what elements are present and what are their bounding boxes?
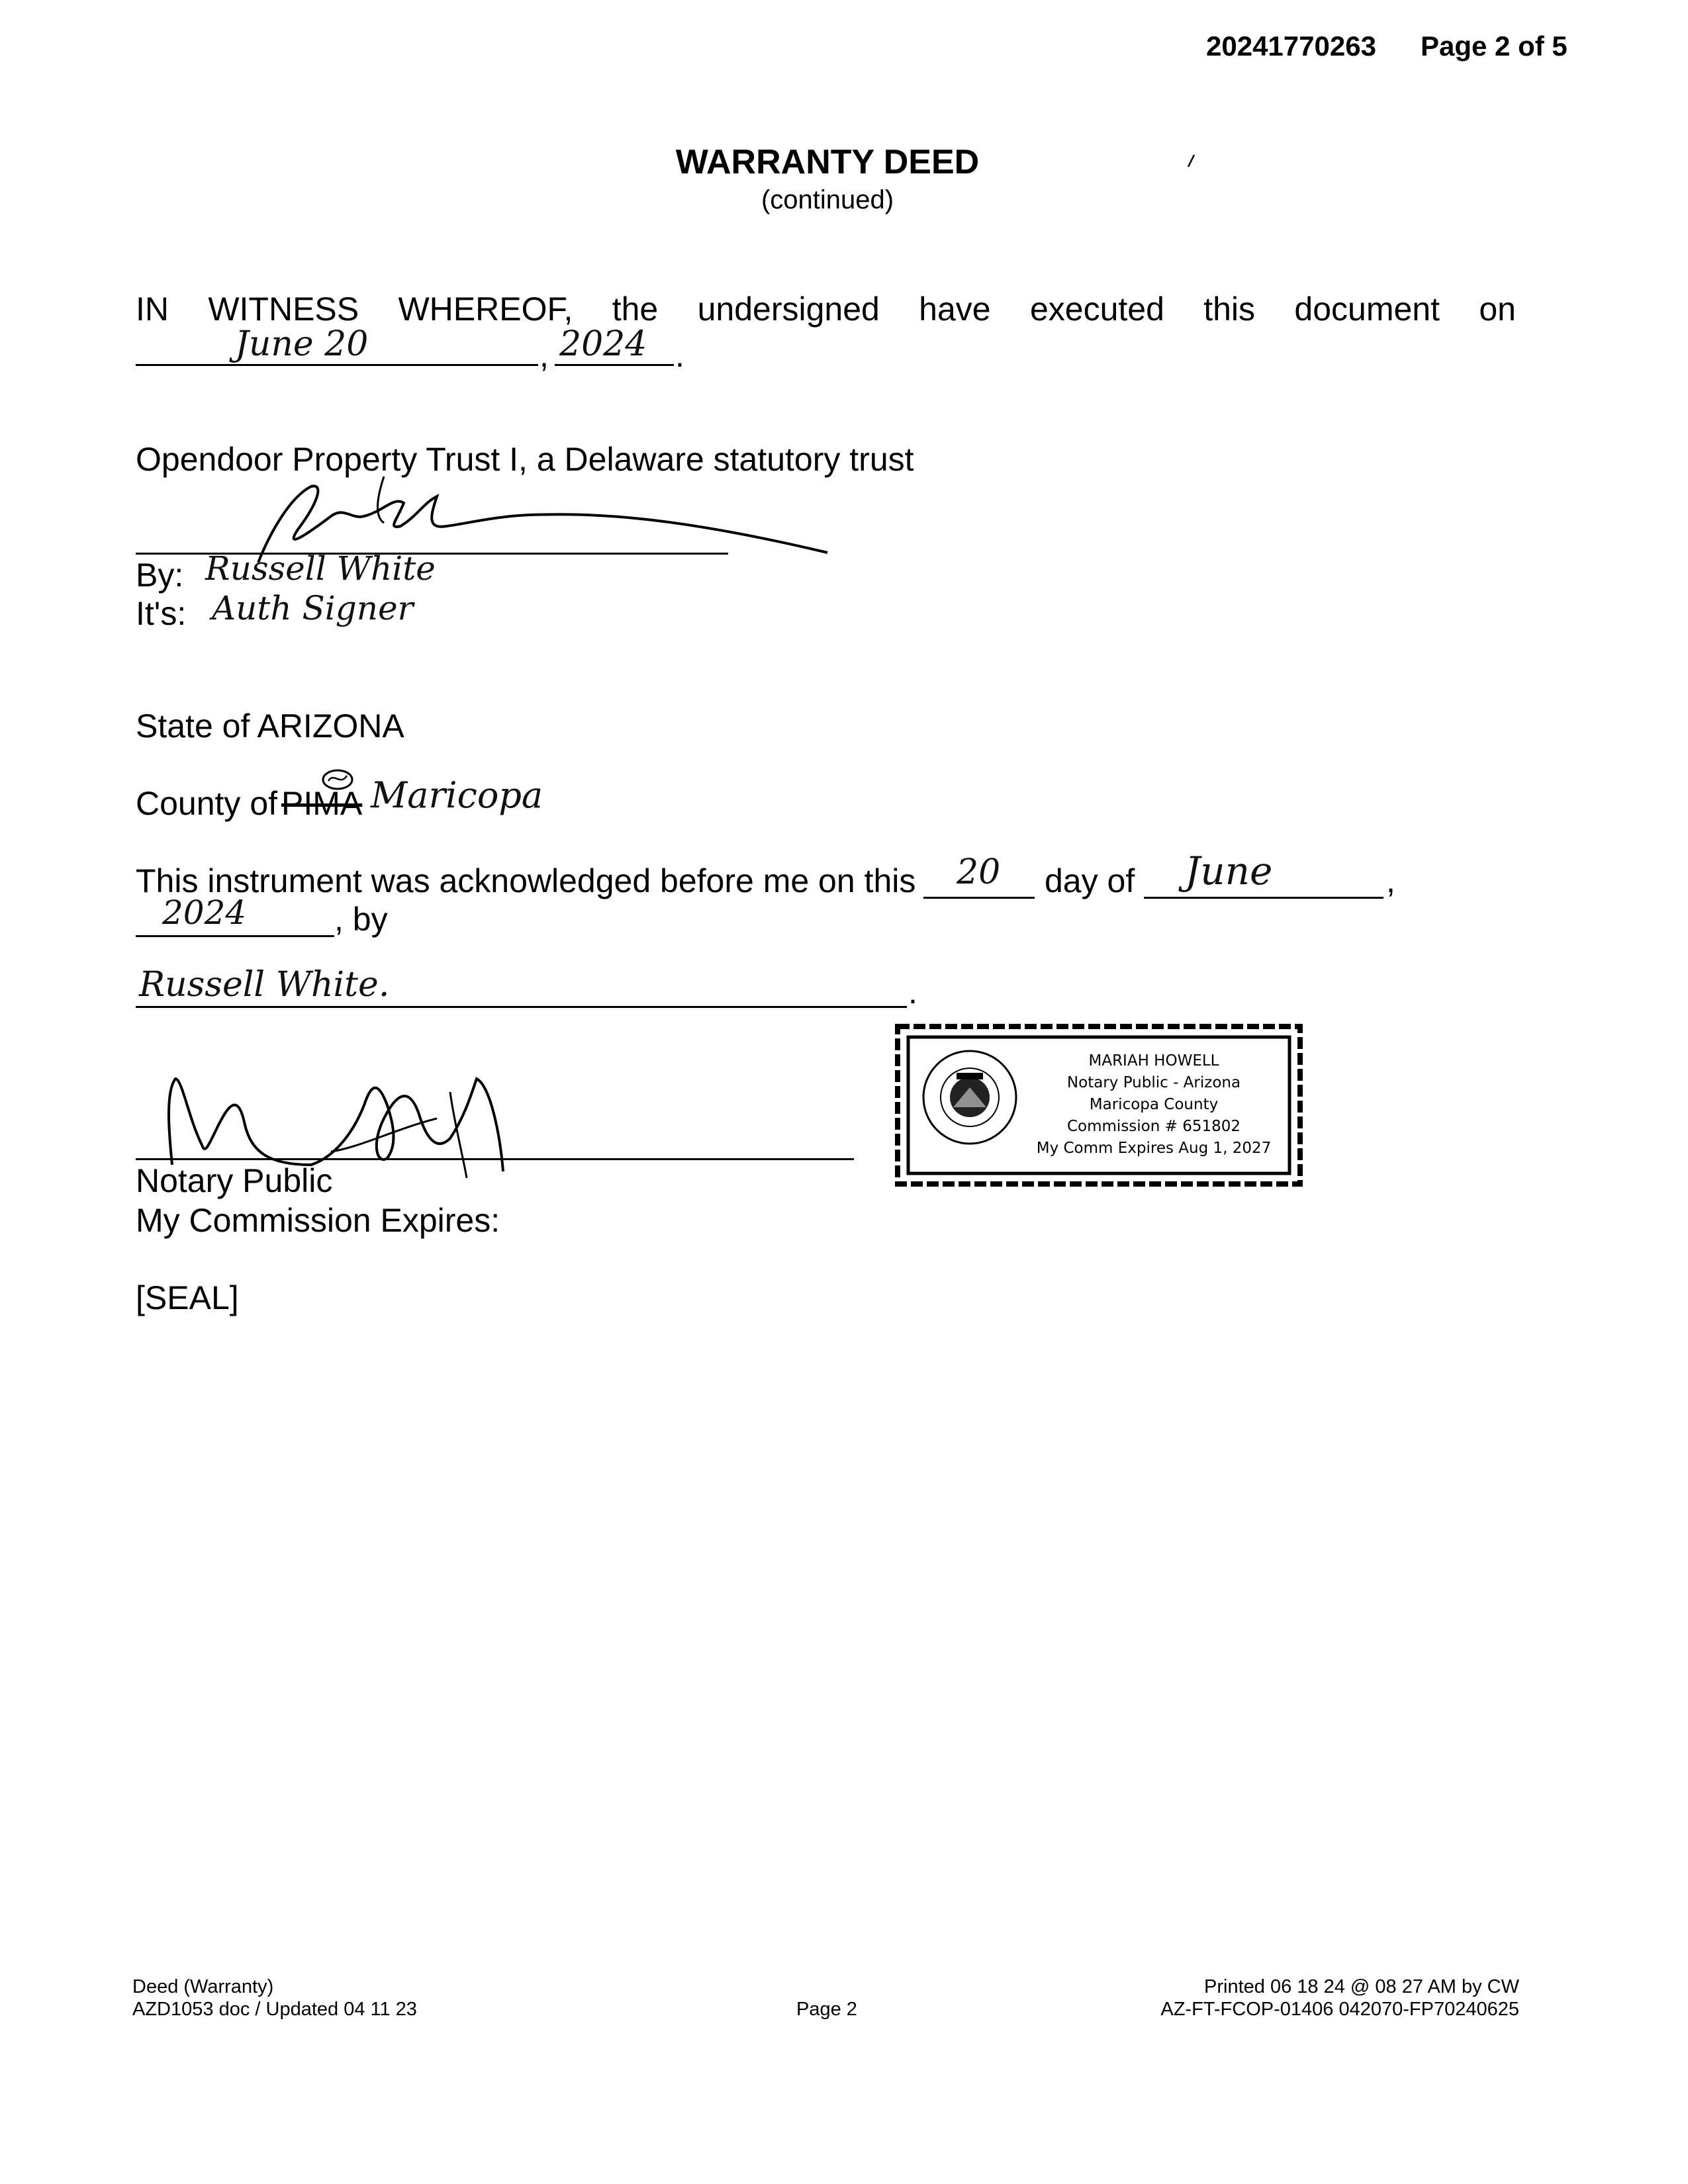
ack-year-line [136,935,334,937]
footer-left [132,1976,417,2021]
date-line [136,364,538,366]
grantor-entity: Opendoor Property Trust I, a Delaware statutory trust [136,441,914,478]
witness-word: the [612,291,659,328]
footer-right [1059,1976,1519,2021]
by-label: By: [136,557,184,594]
witness-word: have [919,291,991,328]
acknowledged-name-line [136,1006,907,1008]
document-title: WARRANTY DEED [675,143,980,181]
witness-word: on [1479,291,1516,328]
county-label: County of [136,785,278,822]
struck-county: PIMA [281,785,363,822]
handwritten-signer-name: Russell White [205,549,436,588]
notary-public-label: Notary Public [136,1162,333,1199]
month-line [1144,897,1383,899]
handwritten-acknowledged-name: Russell White. [139,965,390,1005]
stamp-text-block [1018,1050,1289,1160]
notary-county: Maricopa County [1089,1096,1219,1113]
witness-word: this [1203,291,1256,328]
witness-word: undersigned [697,291,880,328]
notary-name: MARIAH HOWELL [1088,1052,1219,1069]
day-line [923,897,1035,899]
state-seal-icon [920,1048,1019,1147]
acknowledgment-text: This instrument was acknowledged before me on this [136,862,916,899]
handwritten-ack-year: 2024 [162,893,247,932]
venue-state: State of ARIZONA [136,707,404,745]
footer-printed-info: Printed 06 18 24 @ 08 27 AM by CW [1204,1976,1519,1997]
footer-page-number: Page 2 [796,1999,857,2020]
witness-word: WITNESS [208,291,359,328]
day-of-text: day of [1045,862,1135,899]
initials-mark-icon [318,766,357,793]
handwritten-signer-title: Auth Signer [212,589,414,627]
witness-word: document [1294,291,1440,328]
handwritten-county: Maricopa [371,774,543,816]
commission-expires-label: My Commission Expires: [136,1202,500,1239]
date-period: . [675,337,684,374]
document-number: 20241770263 [1206,30,1376,62]
witness-clause [136,290,1516,328]
seal-label: [SEAL] [136,1279,239,1316]
document-subtitle: (continued) [761,185,894,214]
footer-form-name: Deed (Warranty) [132,1976,274,1997]
footer-form-version: AZD1053 doc / Updated 04 11 23 [132,1999,417,2020]
notary-title: Notary Public - Arizona [1066,1074,1241,1091]
date-comma: , [539,337,549,374]
its-label: It's: [136,595,187,632]
footer-file-number: AZ-FT-FCOP-01406 042070-FP70240625 [1160,1999,1519,2020]
month-comma: , [1386,862,1395,899]
stray-mark-icon [1185,152,1198,172]
witness-word: WHEREOF, [398,291,573,328]
handwritten-date: June 20 [235,324,369,364]
year-line [555,364,674,366]
handwritten-day: 20 [957,852,1001,892]
notary-commission-expiry: My Comm Expires Aug 1, 2027 [1036,1140,1272,1157]
page-indicator: Page 2 of 5 [1421,30,1568,62]
handwritten-year: 2024 [559,324,647,364]
by-text: , by [334,901,388,938]
witness-word: IN [136,291,169,328]
name-period: . [908,974,917,1011]
notary-stamp [894,1023,1304,1188]
witness-word: executed [1029,291,1164,328]
notary-commission-number: Commission # 651802 [1066,1118,1241,1135]
handwritten-month: June [1185,848,1273,893]
